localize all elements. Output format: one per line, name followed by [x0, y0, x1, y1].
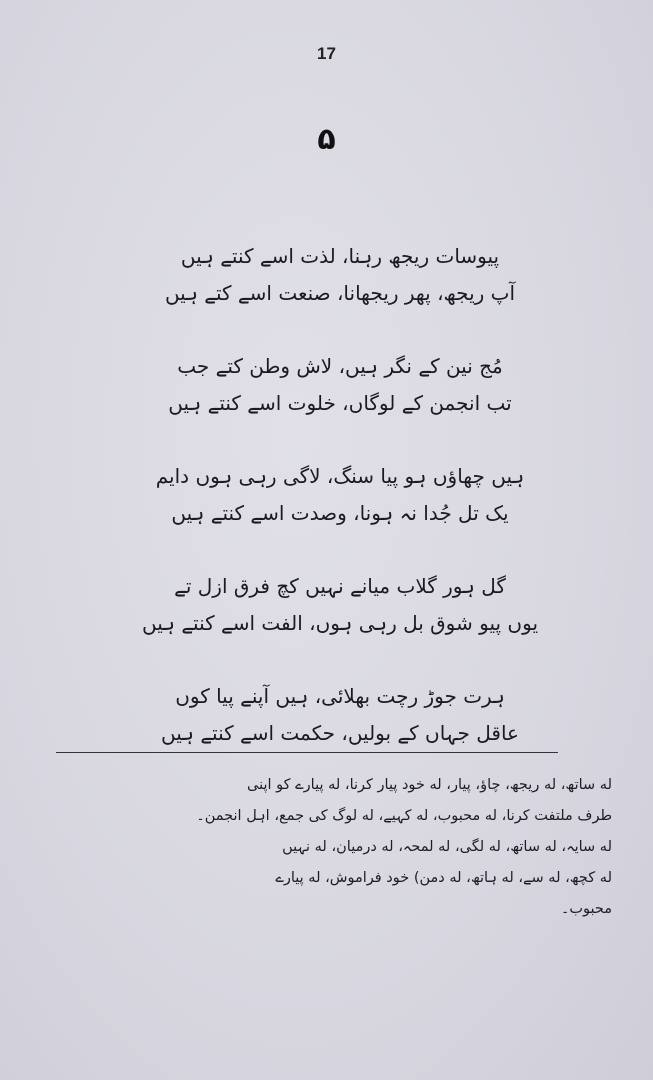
- footnote-line: له کچھ، له سے، له ہاتھ، له دمن) خود فراموش، له پیارے: [275, 870, 612, 886]
- verse-line: یک تل جُدا نہ ہونا، وصدت اسے کنتے ہیں: [171, 501, 509, 525]
- stanza: [140, 348, 540, 422]
- stanza: [140, 238, 540, 312]
- stanza: [140, 568, 540, 642]
- verse-line: ہرت جوڑ رچت بھلائی، ہیں آپنے پیا کوں: [175, 684, 505, 708]
- stanza: [140, 678, 540, 752]
- stanza: [140, 458, 540, 532]
- poem-body: [140, 238, 540, 788]
- poem-number: ۵: [317, 122, 336, 157]
- verse-line: گل ہور گلاب میانے نہیں کچ فرق ازل تے: [174, 574, 506, 598]
- verse-line: عاقل جہاں کے بولیں، حکمت اسے کنتے ہیں: [161, 721, 519, 745]
- footnote-line: له سایہ، له ساتھ، له لگی، له لمحہ، له درمیان، له نہیں: [282, 839, 612, 855]
- page-number: 17: [317, 44, 336, 63]
- verse-line: تب انجمن کے لوگاں، خلوت اسے کنتے ہیں: [168, 391, 512, 415]
- footnote-line: طرف ملتفت کرنا، له محبوب، له کہیے، له لوگ کی جمع، اہل انجمن۔: [196, 808, 612, 824]
- footnotes: [60, 770, 612, 925]
- footnote-line: له ساتھ، له ریجھ، چاؤ، پیار، له خود پیار کرنا، له پیارے کو اپنی: [247, 777, 612, 793]
- footnote-line: محبوب۔: [560, 901, 612, 917]
- verse-line: مُج نین کے نگر ہیں، لاش وطن کتے جب: [177, 354, 503, 378]
- footnote-divider: [56, 752, 558, 753]
- verse-line: پیوسات ریجھ رہنا، لذت اسے کنتے ہیں: [180, 244, 500, 268]
- verse-line: ہیں چھاؤں ہو پیا سنگ، لاگی رہی ہوں دایم: [155, 464, 525, 488]
- verse-line: یوں پیو شوق بل رہی ہوں، الفت اسے کنتے ہیں: [141, 611, 539, 635]
- verse-line: آپ ریجھ، پھر ریجھانا، صنعت اسے کتے ہیں: [164, 281, 516, 305]
